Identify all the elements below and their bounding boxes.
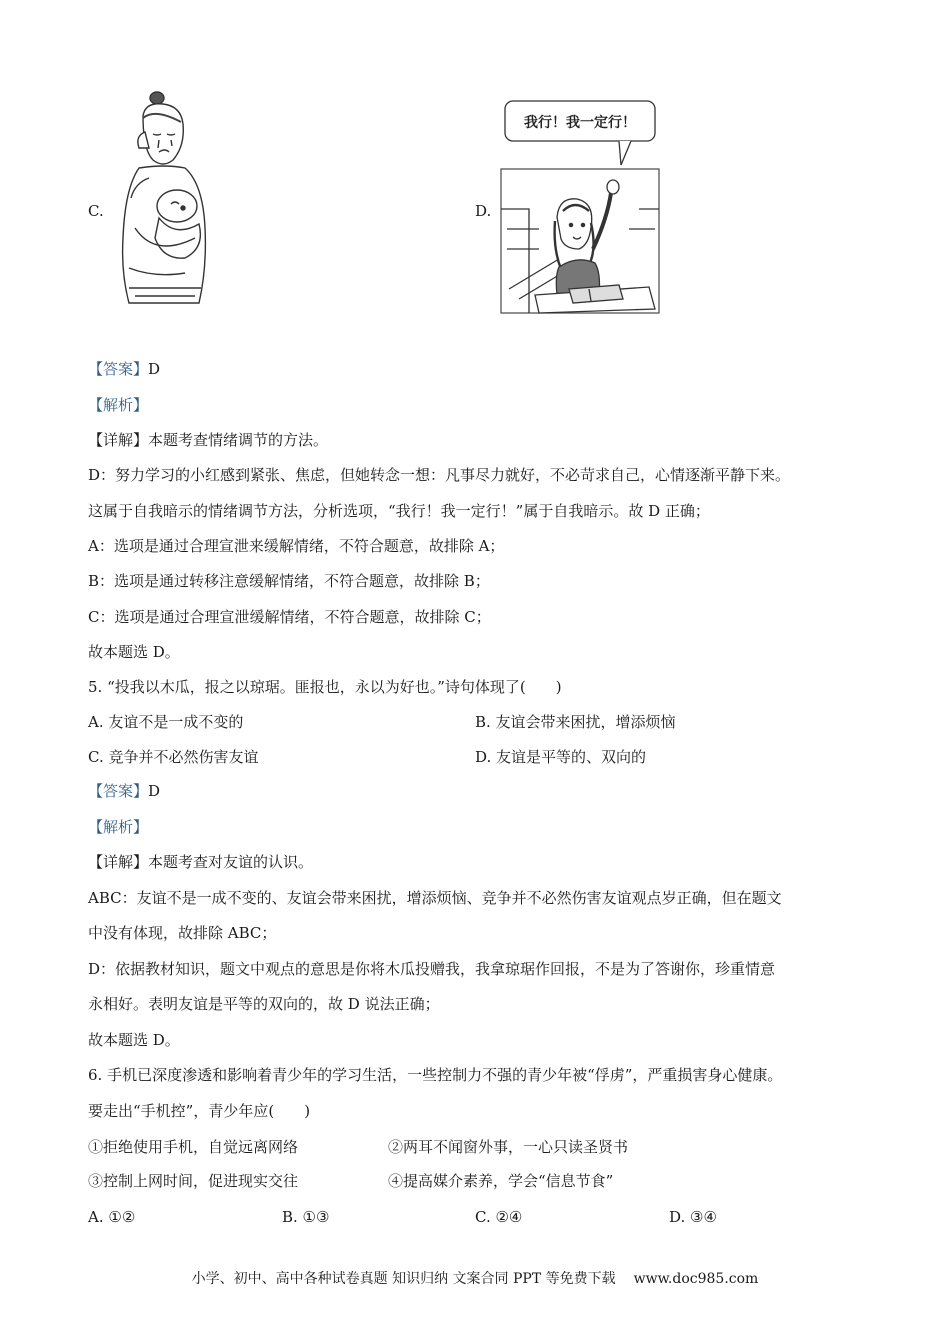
q4-answer (88, 359, 160, 379)
q6-stem-line: 要走出“手机控”，青少年应( ) (88, 1102, 311, 1120)
q6-item-2: ②两耳不闻窗外事，一心只读圣贤书 (388, 1138, 629, 1156)
crying-mother-illustration (115, 88, 215, 310)
footer-site-link[interactable]: www.doc985.com (633, 1271, 759, 1287)
q4-line: D：努力学习的小红感到紧张、焦虑，但她转念一想：凡事尽力就好，不必苛求自己，心情逐渐平静下来。 (88, 466, 791, 484)
q4-line: B：选项是通过转移注意缓解情绪，不符合题意，故排除 B； (88, 572, 490, 590)
q6-item-4: ④提高媒介素养，学会“信息节食” (388, 1172, 614, 1190)
option-c-label: C. (88, 202, 104, 220)
footer-text: 小学、初中、高中各种试卷真题 知识归纳 文案合同 PPT 等免费下载 (191, 1271, 616, 1287)
detail-text: 本题考查情绪调节的方法。 (148, 431, 329, 449)
detail-tag: 【详解】 (88, 853, 149, 871)
answer-value: D (148, 360, 161, 378)
q6-item-1: ①拒绝使用手机，自觉远离网络 (88, 1138, 299, 1156)
q6-item-3: ③控制上网时间，促进现实交往 (88, 1172, 299, 1190)
q5-line: 中没有体现，故排除 ABC； (88, 924, 277, 942)
speech-bubble-text: 我行！我一定行！ (524, 115, 636, 131)
option-d-label: D. (475, 202, 492, 220)
q5-analysis-tag: 【解析】 (88, 818, 149, 836)
q4-line: 故本题选 D。 (88, 643, 180, 661)
detail-text: 本题考查对友谊的认识。 (148, 853, 314, 871)
q5-line: D：依据教材知识，题文中观点的意思是你将木瓜投赠我，我拿琼琚作回报，不是为了答谢你，珍重情意 (88, 960, 776, 978)
q4-line: C：选项是通过合理宣泄缓解情绪，不符合题意，故排除 C； (88, 608, 491, 626)
q6-option-c: C. ②④ (475, 1208, 523, 1226)
q5-answer (88, 781, 160, 801)
q5-detail (88, 852, 313, 872)
q6-option-d: D. ③④ (669, 1208, 717, 1226)
q6-option-b: B. ①③ (282, 1208, 330, 1226)
q4-detail (88, 430, 328, 450)
detail-tag: 【详解】 (88, 431, 149, 449)
q5-line: 永相好。表明友谊是平等的双向的，故 D 说法正确； (88, 995, 440, 1013)
answer-value: D (148, 782, 161, 800)
q4-analysis-tag: 【解析】 (88, 396, 149, 414)
q6-option-a: A. ①② (88, 1208, 136, 1226)
q5-option-c: C. 竞争并不必然伤害友谊 (88, 748, 259, 766)
q4-line: 这属于自我暗示的情绪调节方法，分析选项，“我行！我一定行！”属于自我暗示。故 D 正确； (88, 502, 710, 520)
answer-tag: 【答案】 (88, 360, 149, 378)
q5-option-a: A. 友谊不是一成不变的 (88, 713, 244, 731)
q5-stem: 5. “投我以木瓜，报之以琼琚。匪报也，永以为好也。”诗句体现了( ) (88, 678, 562, 696)
q5-line: 故本题选 D。 (88, 1031, 180, 1049)
confident-student-illustration (499, 99, 661, 315)
q4-line: A：选项是通过合理宣泄来缓解情绪，不符合题意，故排除 A； (88, 537, 505, 555)
answer-tag: 【答案】 (88, 782, 149, 800)
page-footer (0, 1269, 950, 1289)
q5-option-d: D. 友谊是平等的、双向的 (475, 748, 647, 766)
q6-stem-line: 6. 手机已深度渗透和影响着青少年的学习生活，一些控制力不强的青少年被“俘虏”，严重损害身心健康。 (88, 1066, 783, 1084)
q5-option-b: B. 友谊会带来困扰，增添烦恼 (475, 713, 676, 731)
q5-line: ABC：友谊不是一成不变的、友谊会带来困扰，增添烦恼、竞争并不必然伤害友谊观点岁正确，但在题文 (88, 889, 782, 907)
